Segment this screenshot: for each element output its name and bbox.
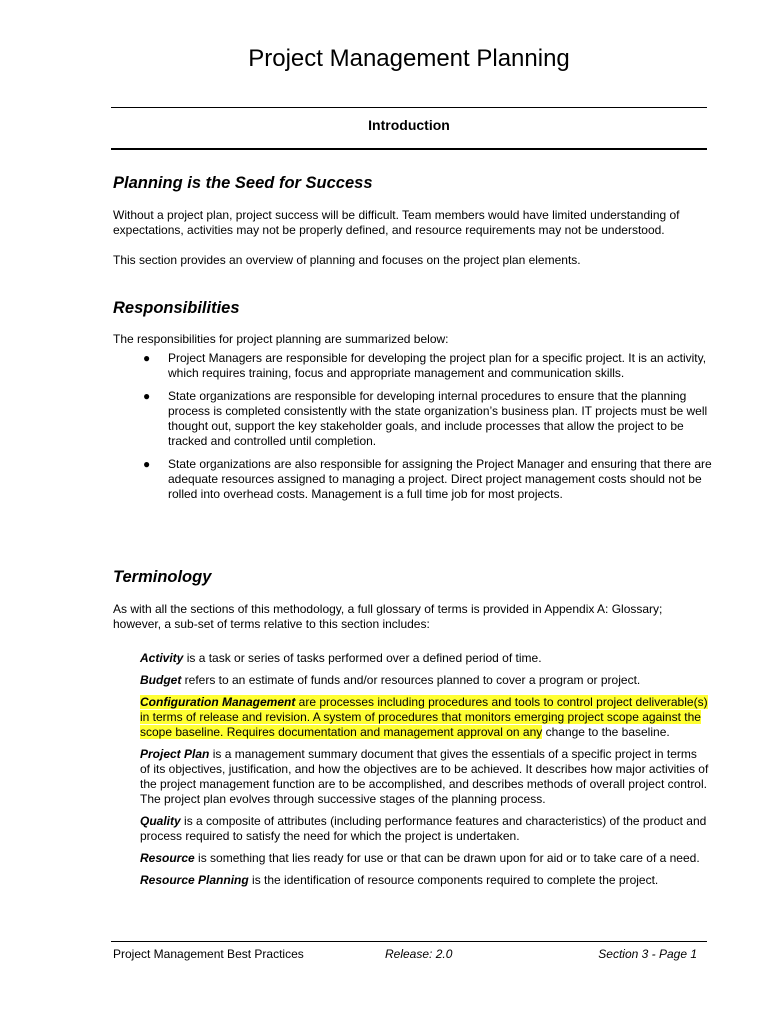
heading-planning: Planning is the Seed for Success: [113, 174, 373, 192]
list-item: [113, 351, 713, 381]
term-definition: is something that lies ready for use or that can be drawn upon for aid or to take care of a need.: [194, 851, 700, 865]
glossary-entry-activity: [140, 651, 710, 666]
heading-responsibilities: Responsibilities: [113, 299, 240, 317]
term-definition: are processes including procedures and tools to control project deliverable(s) in terms of release and revision. A system of procedures that monitors emerging project scope against the scope baseline. Requires documentation and management approval on any: [140, 695, 708, 739]
term-name: Resource Planning: [140, 873, 249, 887]
glossary-entry-quality: [140, 814, 710, 844]
header-bottom-rule: [111, 148, 707, 150]
term-definition-tail: change to the baseline.: [542, 725, 670, 739]
term-definition: is a management summary document that gives the essentials of a specific project in terms of its objectives, justification, and how the objectives are to be achieved. It describes how major activities of the project management function are to be accomplished, and describes methods of overall project control. The project plan evolves through successive stages of the planning process.: [140, 747, 709, 806]
heading-terminology: Terminology: [113, 568, 212, 586]
bullet-icon: ●: [143, 457, 151, 471]
footer-release: Release: 2.0: [385, 947, 453, 961]
term-definition: refers to an estimate of funds and/or resources planned to cover a program or project.: [181, 673, 641, 687]
glossary-entry-resource-planning: [140, 873, 710, 888]
footer-page-number: Section 3 - Page 1: [598, 947, 697, 961]
glossary-entry-configuration-management: [140, 695, 710, 740]
term-name: Resource: [140, 851, 195, 865]
glossary-entry-project-plan: [140, 747, 710, 807]
term-definition: is the identification of resource components required to complete the project.: [248, 873, 659, 887]
term-definition: is a task or series of tasks performed over a defined period of time.: [183, 651, 542, 665]
responsibilities-list: [113, 351, 713, 510]
planning-paragraph-2: This section provides an overview of planning and focuses on the project plan elements.: [113, 253, 581, 267]
section-label-introduction: Introduction: [368, 117, 450, 133]
term-name: Activity: [140, 651, 184, 665]
page-title: Project Management Planning: [248, 45, 570, 72]
glossary-entry-budget: [140, 673, 710, 688]
list-item-text: Project Managers are responsible for developing the project plan for a specific project. It is an activity, which requires training, focus and appropriate management and communication skills.: [168, 351, 707, 380]
bullet-icon: ●: [143, 351, 151, 365]
glossary-entry-resource: [140, 851, 710, 866]
glossary-terms: [140, 651, 710, 895]
header-top-rule: [111, 107, 707, 108]
term-name: Budget: [140, 673, 182, 687]
footer-rule: [111, 941, 707, 942]
list-item-text: State organizations are also responsible for assigning the Project Manager and ensuring that there are adequate resources assigned to managing a project. Direct project management costs should not be rolled into overhead costs. Management is a full time job for most projects.: [168, 457, 712, 501]
bullet-icon: ●: [143, 389, 151, 403]
term-definition: is a composite of attributes (including performance features and characteristics) of the product and process required to satisfy the need for which the project is undertaken.: [140, 814, 707, 843]
footer-doc-title: Project Management Best Practices: [113, 947, 304, 961]
list-item: [113, 389, 713, 449]
planning-paragraph-1: Without a project plan, project success will be difficult. Team members would have limited understanding of expectations, activities may not be properly defined, and resource requirements may not be understood.: [113, 208, 680, 237]
term-name: Project Plan: [140, 747, 210, 761]
responsibilities-intro: The responsibilities for project planning are summarized below:: [113, 332, 449, 346]
list-item-text: State organizations are responsible for developing internal procedures to ensure that the planning process is completed consistently with the state organization’s business plan. IT projects must be well thought out, support the key stakeholder goals, and include processes that allow the project to be tracked and controlled until completion.: [168, 389, 708, 448]
terminology-intro: As with all the sections of this methodology, a full glossary of terms is provided in Appendix A: Glossary; however, a sub-set of terms relative to this section includes:: [113, 602, 663, 631]
term-name: Quality: [140, 814, 181, 828]
list-item: [113, 457, 713, 502]
term-name: Configuration Management: [140, 695, 296, 709]
